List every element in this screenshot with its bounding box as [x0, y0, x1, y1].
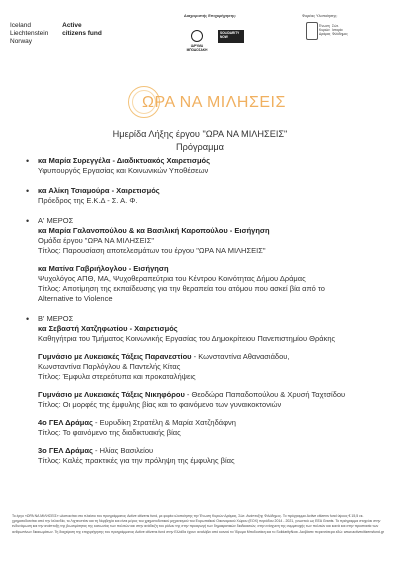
- presenters: - Ευρυδίκη Στρατέλη & Μαρία Χατζηδάφνη: [92, 418, 236, 427]
- talk-title: Τίτλος: Παρουσίαση αποτελεσμάτων του έργου "ΩΡΑ ΝΑ ΜΙΛΗΣΕΙΣ": [38, 246, 266, 255]
- carrier-name: [319, 24, 330, 37]
- talk-title: Τίτλος: Καλές πρακτικές για την πρόληψη της έμφυλης βίας: [38, 456, 235, 465]
- bullet-icon: •: [26, 156, 30, 166]
- agenda-item: [20, 156, 392, 176]
- talk-title: Τίτλος: Έμφυλα στερεότυπα και προκαταλήψεις: [38, 372, 196, 381]
- logo-line-citizens-fund: citizens fund: [62, 30, 102, 38]
- carrier-name-line: Φιλόδημος: [332, 32, 348, 37]
- school-presenters: [38, 390, 392, 400]
- fund-name: [62, 22, 102, 38]
- school-name: 4ο ΓΕΛ Δράμας: [38, 418, 93, 427]
- speaker-role: Ψυχολόγος ΑΠΘ, ΜΑ, Ψυχοθεραπεύτρια του Κέντρου Κοινότητας Δήμου Δράμας: [38, 274, 306, 283]
- carrier-name-line: Σώτ.: [332, 24, 339, 28]
- eea-grants-logo: [10, 22, 102, 47]
- bodossaki-mark-icon: [191, 30, 203, 42]
- logo-line-liechtenstein: Liechtenstein: [10, 30, 49, 38]
- logo-line-active: Active: [62, 22, 82, 29]
- carrier-seal-icon: [306, 22, 318, 40]
- school-name: Γυμνάσιο με Λυκειακές Τάξεις Παρανεστίου: [38, 352, 192, 361]
- bullet-icon: •: [26, 186, 30, 196]
- document-title: [0, 128, 400, 154]
- project-title: ΩΡΑ ΝΑ ΜΙΛΗΣΕΙΣ: [142, 94, 286, 111]
- carrier-name-line: Ιστορία: [332, 28, 343, 33]
- school-name: Γυμνάσιο με Λυκειακές Τάξεις Νικηφόρου: [38, 390, 185, 399]
- bodossaki-logo: [186, 30, 208, 52]
- school-presenters: [38, 446, 392, 456]
- presenters: - Ηλίας Βασιλείου: [92, 446, 154, 455]
- speaker-role: Ομάδα έργου "ΩΡΑ ΝΑ ΜΙΛΗΣΕΙΣ": [38, 236, 155, 245]
- school-presenters: [38, 352, 392, 362]
- project-logo: [128, 86, 286, 122]
- talk-title: Τίτλος: Το φαινόμενο της διαδικτυακής βίας: [38, 428, 181, 437]
- footer-disclaimer: Το έργο «ΩΡΑ ΝΑ ΜΙΛΗΣΕΙΣ» υλοποιείται στο πλαίσιο του προγράμματος Active citizens fund, με φορέα υλοποίησης την Ένωση Κυριών Δράμας, Σώτ. Ανάπτυξης Φιλόδημος. Το πρόγραμμα Active citizens fund ύψους € 15,5 εκ. χρηματοδοτείται από την Ισλανδία, το Λιχτενστάιν και τη Νορβηγία και είναι μέρος του χρηματοδοτικού μηχανισμού του Ευρωπαϊκού Οικονομικού Χώρου (ΕΟΧ) περιόδου 2014 - 2021, γνωστού ως EEA Grants. Το πρόγραμμα στοχεύει στην ενδυνάμωση και την ανάπτυξη της βιωσιμότητας της κοινωνίας των πολιτών και στην ανάδειξη του ρόλου της στην προαγωγή των δημοκρατικών διαδικασιών, στην ενίσχυση της συμμετοχής των πολιτών και κοινά και στην προστασία των ανθρωπίνων δικαιωμάτων. Τη διαχείριση της επιχορήγησης του προγράμματος Active citizens fund στην Ελλάδα έχουν αναλάβει από κοινού τα Ίδρυμα Μποδοσάκη και το SolidarityNow. Διαβάστε περισσότερα εδώ: www.activecitizensfund.gr: [12, 514, 384, 534]
- talk-title-cont: Alternative to Violence: [38, 294, 113, 303]
- speaker-name: κα Μαρία Γαλανοπούλου & κα Βασιλική Καροπούλου - Εισήγηση: [38, 226, 270, 235]
- section-heading: Α' ΜΕΡΟΣ: [38, 216, 74, 225]
- speaker-name: κα Αλίκη Τσιαμούρα - Χαιρετισμός: [38, 186, 160, 195]
- bullet-icon: •: [26, 216, 30, 226]
- carrier-name-line: Δράμας: [319, 32, 331, 37]
- agenda-item: [20, 186, 392, 206]
- presenters: - Κωνσταντίνα Αθανασιάδου,: [191, 352, 290, 361]
- speaker-role: Καθηγήτρια του Τμήματος Κοινωνικής Εργασίας του Δημοκρίτειου Πανεπιστημίου Θράκης: [38, 334, 336, 343]
- agenda-section-a: [20, 216, 392, 304]
- agenda-section-b: [20, 314, 392, 466]
- presenters: - Θεοδώρα Παπαδοπούλου & Χρυσή Ταχτσίδου: [184, 390, 346, 399]
- solidarity-now-logo: SOLIDARITY NOW: [218, 30, 244, 43]
- speaker-name: κα Ματίνα Γαβριήλογλου - Εισήγηση: [38, 264, 169, 273]
- logo-line-norway: Norway: [10, 38, 33, 46]
- logo-line-iceland: Iceland: [10, 22, 31, 29]
- carrier-label: Φορέας Υλοποίησης:: [302, 14, 338, 18]
- header: [0, 0, 400, 80]
- section-heading: Β' ΜΕΡΟΣ: [38, 314, 74, 323]
- bullet-icon: •: [26, 314, 30, 324]
- speaker-name: κα Μαρία Συρεγγέλα - Διαδικτυακός Χαιρετισμός: [38, 156, 211, 165]
- school-presenters: [38, 418, 392, 428]
- document-title-line2: Πρόγραμμα: [175, 142, 224, 152]
- carrier-name-2: [332, 24, 348, 37]
- carrier-name-line: Ένωση: [319, 24, 330, 28]
- donor-countries: [10, 22, 48, 47]
- document-title-line1: Ημερίδα Λήξης έργου "ΩΡΑ ΝΑ ΜΙΛΗΣΕΙΣ": [112, 129, 288, 139]
- school-name: 3ο ΓΕΛ Δράμας: [38, 446, 93, 455]
- speaker-role: Πρόεδρος της Ε.Κ.Δ - Σ. Α. Φ.: [38, 196, 138, 205]
- talk-title: Τίτλος: Οι μορφές της έμφυλης βίας και το φαινόμενο των γυναικοκτονιών: [38, 400, 282, 409]
- presenters: Κωνσταντίνα Παρλόγλου & Παντελής Κίτας: [38, 362, 181, 371]
- talk-title: Τίτλος: Αποτίμηση της εκπαίδευσης για την θεραπεία του ατόμου που ασκεί βία από το: [38, 284, 325, 293]
- agenda: [20, 156, 392, 466]
- speaker-name: κα Σεβαστή Χατζηφωτίου - Χαιρετισμός: [38, 324, 178, 333]
- speaker-role: Υφυπουργός Εργασίας και Κοινωνικών Υποθέσεων: [38, 166, 209, 175]
- carrier-name-line: Κυριών: [319, 28, 330, 33]
- bodossaki-name: ΙΔΡΥΜΑ ΜΠΟΔΟΣΑΚΗ: [186, 44, 208, 52]
- support-label: Διαχειριστής Επιχορήγησης:: [184, 14, 237, 18]
